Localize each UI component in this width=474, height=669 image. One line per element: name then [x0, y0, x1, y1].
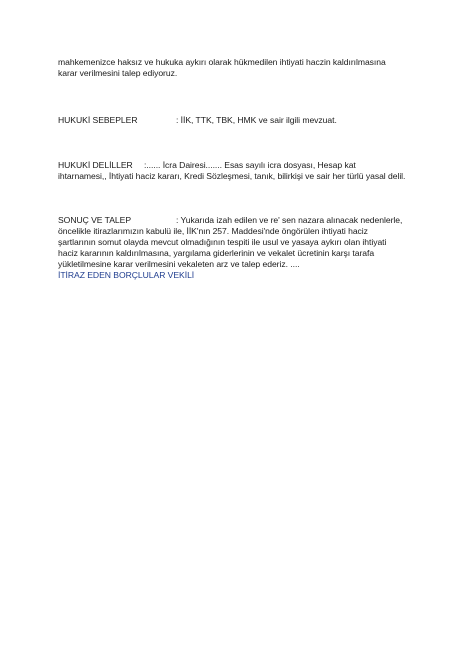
legal-grounds-label: HUKUKİ SEBEPLER: [58, 115, 138, 125]
conclusion-line-2: öncelikle itirazlarımızın kabulü ile, İİK'nın 257. Maddesi'nde öngörülen ihtiyati haciz: [58, 226, 368, 236]
intro-line-1: mahkemenizce haksız ve hukuka aykırı olarak hükmedilen ihtiyati haczin kaldırılmasına: [58, 57, 386, 67]
legal-grounds-row: [58, 115, 337, 126]
conclusion-line-4: haciz kararının kaldırılmasına, yargılama giderlerinin ve vekalet ücretinin karşı tarafa: [58, 248, 375, 258]
conclusion-row: [58, 215, 402, 226]
signature-line: İTİRAZ EDEN BORÇLULAR VEKİLİ: [58, 270, 195, 280]
evidence-text-2: ihtarnamesi,, İhtiyati haciz kararı, Kredi Sözleşmesi, tanık, bilirkişi ve sair her türlü yasal delil.: [58, 171, 406, 181]
legal-grounds-text: : İİK, TTK, TBK, HMK ve sair ilgili mevzuat.: [176, 115, 337, 125]
conclusion-line-3: şartlarının somut olayda mevcut olmadığının tespiti ile usul ve yasaya aykırı olan ihtiyati: [58, 237, 387, 247]
evidence-label: HUKUKİ DELİLLER: [58, 160, 133, 170]
evidence-text-1: :...... İcra Dairesi....... Esas sayılı icra dosyası, Hesap kat: [144, 160, 356, 170]
conclusion-line-1: : Yukarıda izah edilen ve re' sen nazara alınacak nedenlerle,: [176, 215, 403, 225]
conclusion-label: SONUÇ VE TALEP: [58, 215, 132, 225]
intro-line-2: karar verilmesini talep ediyoruz.: [58, 68, 178, 78]
conclusion-line-5: yükletilmesine karar verilmesini vekaleten arz ve talep ederiz. ....: [58, 259, 300, 269]
evidence-row: [58, 160, 356, 171]
